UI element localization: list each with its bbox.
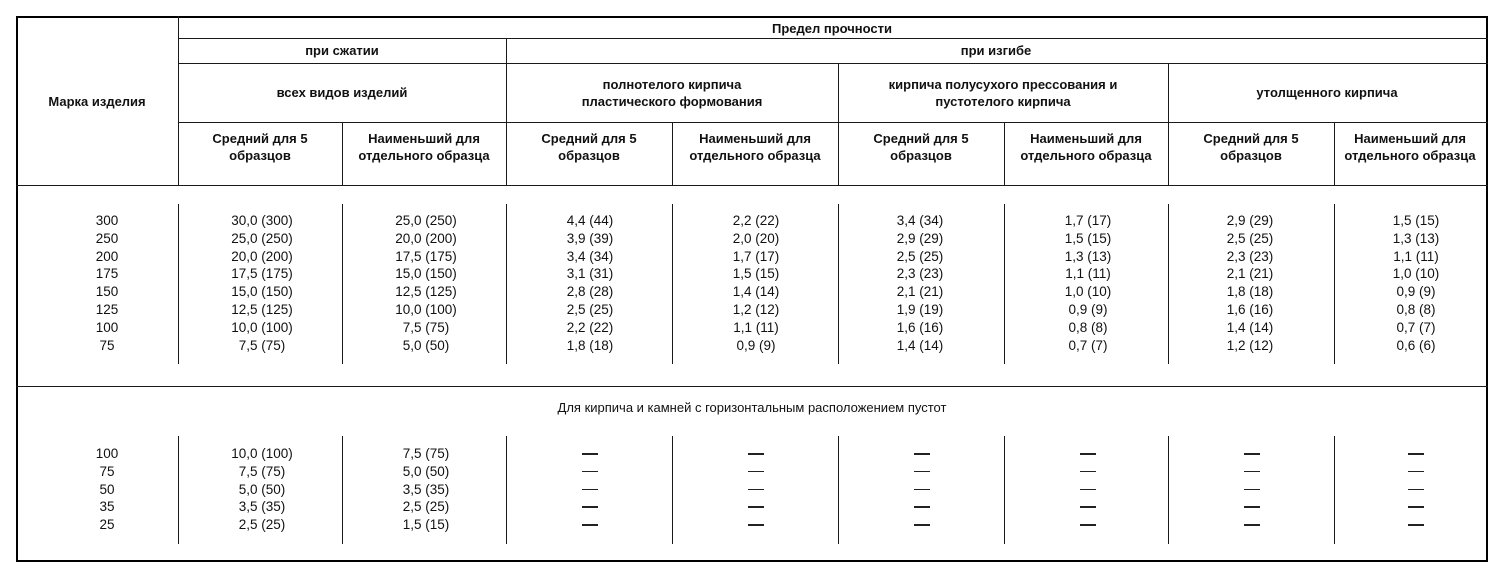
table-cell: 1,5 (15) — [402, 517, 450, 533]
table-cell: 1,4 (14) — [1226, 319, 1274, 335]
table-cell: 0,7 (7) — [1068, 337, 1108, 353]
table-cell: 0,9 (9) — [1396, 284, 1436, 300]
table-cell: 3,4 (34) — [566, 248, 614, 264]
table-cell: 75 — [99, 337, 115, 353]
table-cell: 30,0 (300) — [231, 213, 293, 228]
empty-cell-dash — [1080, 489, 1096, 491]
table-cell: 1,3 (13) — [1392, 230, 1440, 246]
empty-cell-dash — [1080, 471, 1096, 473]
header-all-products: всех видов изделий — [276, 85, 408, 100]
table-cell: 3,1 (31) — [566, 266, 614, 282]
header-min-single: Наименьший для отдельного образца — [358, 131, 490, 163]
table-cell: 2,5 (25) — [402, 499, 450, 515]
table-cell: 100 — [95, 319, 119, 335]
table-cell: 0,9 (9) — [1068, 301, 1108, 317]
table-cell: 2,5 (25) — [566, 301, 614, 317]
table-cell: 25,0 (250) — [231, 230, 293, 246]
table-cell: 1,6 (16) — [1226, 301, 1274, 317]
empty-cell-dash — [1080, 524, 1096, 526]
table-cell: 20,0 (200) — [231, 248, 293, 264]
empty-cell-dash — [914, 506, 930, 508]
header-avg5: Средний для 5 образцов — [212, 131, 308, 163]
table-cell: 1,1 (11) — [1393, 248, 1439, 264]
table-cell: 15,0 (150) — [231, 284, 293, 300]
header-min-single: Наименьший для отдельного образца — [1020, 131, 1152, 163]
table-cell: 25 — [99, 517, 115, 533]
table-cell: 20,0 (200) — [395, 230, 457, 246]
table-cell: 3,5 (35) — [402, 481, 450, 497]
table-cell: 1,2 (12) — [1226, 337, 1274, 353]
table-cell: 1,7 (17) — [732, 248, 780, 264]
table-cell: 175 — [95, 266, 119, 282]
header-avg5: Средний для 5 образцов — [541, 131, 637, 163]
empty-cell-dash — [1244, 453, 1260, 455]
table-cell: 0,9 (9) — [736, 337, 776, 353]
empty-cell-dash — [748, 489, 764, 491]
table-cell: 2,1 (21) — [896, 284, 944, 300]
table-cell: 7,5 (75) — [238, 337, 286, 353]
table-cell: 2,2 (22) — [732, 213, 780, 228]
table-cell: 50 — [99, 481, 115, 497]
empty-cell-dash — [748, 506, 764, 508]
section1-col-thick-min — [1376, 212, 1456, 354]
table-cell: 1,5 (15) — [1064, 230, 1112, 246]
empty-cell-dash — [748, 524, 764, 526]
section1-brand-column — [82, 212, 132, 354]
header-avg5: Средний для 5 образцов — [873, 131, 969, 163]
table-cell: 150 — [95, 284, 119, 300]
header-semi-dry-brick: кирпича полусухого прессования и пустотелого кирпича — [888, 76, 1118, 109]
header-thick-brick: утолщенного кирпича — [1256, 85, 1398, 100]
empty-cell-dash — [1408, 453, 1424, 455]
table-cell: 10,0 (100) — [231, 446, 293, 461]
table-cell: 5,0 (50) — [402, 463, 450, 479]
empty-cell-dash — [1244, 489, 1260, 491]
table-cell: 2,9 (29) — [896, 230, 944, 246]
table-cell: 0,7 (7) — [1396, 319, 1436, 335]
empty-cell-dash — [1408, 471, 1424, 473]
table-cell: 7,5 (75) — [402, 319, 450, 335]
table-cell: 1,4 (14) — [896, 337, 944, 353]
header-compression: при сжатии — [305, 43, 379, 58]
table-cell: 1,0 (10) — [1064, 284, 1112, 300]
table-cell: 1,8 (18) — [1226, 284, 1274, 300]
table-cell: 1,0 (10) — [1392, 266, 1440, 282]
section1-col-solid-avg — [550, 212, 630, 354]
table-cell: 200 — [95, 248, 119, 264]
header-bending: при изгибе — [960, 43, 1032, 58]
table-cell: 12,5 (125) — [231, 301, 293, 317]
empty-cell-dash — [914, 524, 930, 526]
table-cell: 15,0 (150) — [395, 266, 457, 282]
table-cell: 3,5 (35) — [238, 499, 286, 515]
empty-cell-dash — [1244, 471, 1260, 473]
section1-col-compression-min — [376, 212, 476, 354]
table-cell: 5,0 (50) — [402, 337, 450, 353]
table-cell: 2,2 (22) — [566, 319, 614, 335]
empty-cell-dash — [1408, 524, 1424, 526]
table-cell: 100 — [95, 446, 119, 461]
table-cell: 10,0 (100) — [395, 301, 457, 317]
header-solid-brick: полнотелого кирпича пластического формования — [581, 76, 763, 109]
table-cell: 1,1 (11) — [733, 319, 779, 335]
section2-col-compression-min — [376, 445, 476, 534]
section1-col-compression-avg — [212, 212, 312, 354]
empty-cell-dash — [1080, 506, 1096, 508]
section1-col-semidry-avg — [880, 212, 960, 354]
table-cell: 2,9 (29) — [1226, 213, 1274, 228]
table-cell: 0,8 (8) — [1068, 319, 1108, 335]
empty-cell-dash — [748, 453, 764, 455]
table-cell: 5,0 (50) — [238, 481, 286, 497]
table-cell: 2,5 (25) — [896, 248, 944, 264]
table-cell: 1,3 (13) — [1064, 248, 1112, 264]
empty-cell-dash — [748, 471, 764, 473]
empty-cell-dash — [1244, 524, 1260, 526]
section1-col-solid-min — [716, 212, 796, 354]
header-strength: Предел прочности — [771, 20, 893, 36]
table-cell: 3,4 (34) — [896, 213, 944, 228]
table-cell: 0,8 (8) — [1396, 301, 1436, 317]
table-cell: 250 — [95, 230, 119, 246]
table-cell: 35 — [99, 499, 115, 515]
table-cell: 2,3 (23) — [1226, 248, 1274, 264]
table-cell: 2,5 (25) — [238, 517, 286, 533]
empty-cell-dash — [914, 471, 930, 473]
table-cell: 1,9 (19) — [896, 301, 944, 317]
table-cell: 1,4 (14) — [732, 284, 780, 300]
table-cell: 2,8 (28) — [566, 284, 614, 300]
section2-title: Для кирпича и камней с горизонтальным расположением пустот — [557, 400, 947, 415]
table-cell: 12,5 (125) — [395, 284, 457, 300]
table-cell: 2,5 (25) — [1226, 230, 1274, 246]
table-cell: 7,5 (75) — [238, 463, 286, 479]
empty-cell-dash — [582, 471, 598, 473]
table-cell: 2,1 (21) — [1226, 266, 1274, 282]
header-min-single: Наименьший для отдельного образца — [689, 131, 821, 163]
table-cell: 1,1 (11) — [1065, 266, 1111, 282]
empty-cell-dash — [582, 506, 598, 508]
section1-col-semidry-min — [1048, 212, 1128, 354]
table-cell: 7,5 (75) — [402, 446, 450, 461]
table-cell: 1,6 (16) — [896, 319, 944, 335]
table-cell: 25,0 (250) — [395, 213, 457, 228]
strength-table — [16, 16, 1488, 562]
table-cell: 17,5 (175) — [395, 248, 457, 264]
table-cell: 2,3 (23) — [896, 266, 944, 282]
table-cell: 1,8 (18) — [566, 337, 614, 353]
table-cell: 1,2 (12) — [732, 301, 780, 317]
empty-cell-dash — [582, 453, 598, 455]
header-brand: Марка изделия — [48, 93, 146, 109]
empty-cell-dash — [914, 453, 930, 455]
empty-cell-dash — [914, 489, 930, 491]
header-avg5: Средний для 5 образцов — [1203, 131, 1299, 163]
section2-brand-column — [82, 445, 132, 534]
table-cell: 125 — [95, 301, 119, 317]
table-cell: 300 — [95, 213, 119, 228]
header-min-single: Наименьший для отдельного образца — [1344, 131, 1476, 163]
table-cell: 4,4 (44) — [566, 213, 614, 228]
table-cell: 1,7 (17) — [1064, 213, 1112, 228]
table-cell: 17,5 (175) — [231, 266, 293, 282]
table-cell: 2,0 (20) — [732, 230, 780, 246]
table-cell: 1,5 (15) — [732, 266, 780, 282]
section2-col-compression-avg — [212, 445, 312, 534]
empty-cell-dash — [582, 489, 598, 491]
empty-cell-dash — [1244, 506, 1260, 508]
empty-cell-dash — [582, 524, 598, 526]
table-cell: 1,5 (15) — [1392, 213, 1440, 228]
table-cell: 75 — [99, 463, 115, 479]
empty-cell-dash — [1408, 489, 1424, 491]
empty-cell-dash — [1080, 453, 1096, 455]
section1-col-thick-avg — [1210, 212, 1290, 354]
empty-cell-dash — [1408, 506, 1424, 508]
table-cell: 0,6 (6) — [1396, 337, 1436, 353]
table-cell: 10,0 (100) — [231, 319, 293, 335]
table-cell: 3,9 (39) — [566, 230, 614, 246]
